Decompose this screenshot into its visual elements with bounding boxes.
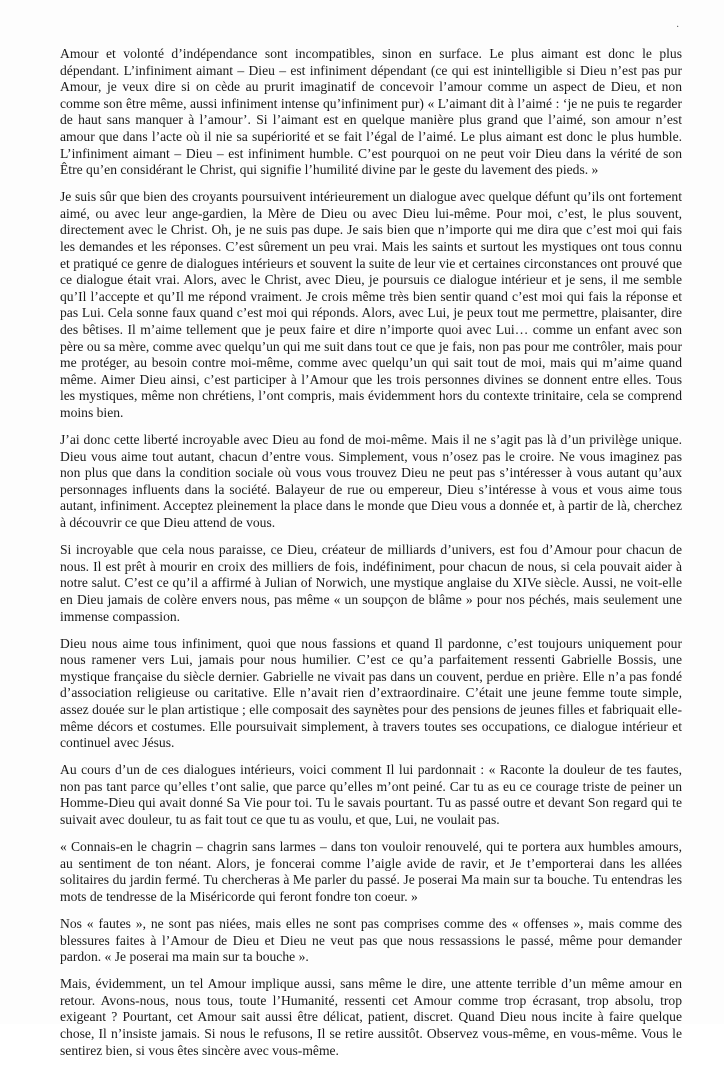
paragraph-8: Nos « fautes », ne sont pas niées, mais elles ne sont pas comprises comme des « offenses », mais comme des blessures faites à l’Amour de Dieu et Dieu ne veut pas que nous ressassions le passé, même pour demander pardon. « Je poserai ma main sur ta bouche ». — [60, 916, 682, 965]
paragraph-3: J’ai donc cette liberté incroyable avec Dieu au fond de moi-même. Mais il ne s’agit pas là d’un privilège unique. Dieu vous aime tout autant, chacun d’entre vous. Simplement, vous n’osez pas le croire. Ne vous imaginez pas non plus que dans la condition sociale où vous vous trouvez Dieu ne peut pas s’intéresser à vous autant qu’aux personnages influents dans la société. Balayeur de rue ou empereur, Dieu s’intéresse à vous et vous aime tous autant, infiniment. Acceptez pleinement la place dans le monde que Dieu vous a donnée et, à partir de là, cherchez à découvrir ce que Dieu attend de vous. — [60, 432, 682, 531]
paragraph-1: Amour et volonté d’indépendance sont incompatibles, sinon en surface. Le plus aimant est donc le plus dépendant. L’infiniment aimant – Dieu – est infiniment dépendant (ce qui est inintelligible si Dieu n’est pas pur Amour, je veux dire si on cède au prurit imaginatif de concevoir l’amour comme un aspect de Dieu, et non comme son être même, aussi infiniment intense qu’infiniment pur) « L’aimant dit à l’aimé : ‘je ne puis te regarder de haut sans manquer à l’amour’. Si l’aimant est en quelque manière plus grand que l’aimé, son amour n’est amour que dans l’acte où il nie sa supériorité et se fait l’égal de l’aimé. Le plus aimant est donc le plus humble. L’infiniment aimant – Dieu – est infiniment humble. C’est pourquoi on ne peut voir Dieu dans la vérité de son Être qu’en considérant le Christ, qui signifie l’humilité divine par le geste du lavement des pieds. » — [60, 46, 682, 178]
paragraph-2: Je suis sûr que bien des croyants poursuivent intérieurement un dialogue avec quelque défunt qu’ils ont fortement aimé, ou avec leur ange-gardien, la Mère de Dieu ou avec Dieu lui-même. Pour moi, c’est, le plus souvent, directement avec le Christ. Oh, je ne suis pas dupe. Je sais bien que n’importe qui me dira que c’est moi qui fais les demandes et les réponses. C’est sûrement un peu vrai. Mais les saints et surtout les mystiques ont tous connu et pratiqué ce genre de dialogues intérieurs et souvent la suite de leur vie et certaines circonstances ont prouvé que ce dialogue était vrai. Alors, avec le Christ, avec Dieu, je poursuis ce dialogue intérieur et je sens, il me semble qu’Il l’accepte et qu’Il me répond vraiment. Je crois même très bien sentir quand c’est moi qui fais la réponse et pas Lui. Cela sonne faux quand c’est moi qui réponds. Alors, avec Lui, je peux tout me permettre, plaisanter, dire des bêtises. Il m’aime tellement que je peux faire et dire n’importe quoi avec Lui… comme un enfant avec son père ou sa mère, comme avec quelqu’un qui me suit dans tout ce que je fais, non pas pour me contrôler, mais pour me protéger, au besoin contre moi-même, comme avec quelqu’un qui sait tout de moi, mais qui m’aime quand même. Aimer Dieu ainsi, c’est participer à l’Amour que les trois personnes divines se donnent entre elles. Tous les mystiques, même non chrétiens, l’ont compris, mais évidemment hors du contexte trinitaire, cela se comprend moins bien. — [60, 189, 682, 420]
body-text — [60, 46, 682, 1070]
paragraph-5: Dieu nous aime tous infiniment, quoi que nous fassions et quand Il pardonne, c’est toujours uniquement pour nous ramener vers Lui, jamais pour nous humilier. C’est ce qu’a parfaitement ressenti Gabrielle Bossis, une mystique française du siècle dernier. Gabrielle ne vivait pas dans un couvent, perdue en prière. Elle n’a pas fondé d’association religieuse ou caritative. Elle n’avait rien d’extraordinaire. C’était une jeune femme toute simple, assez douée sur le plan artistique ; elle composait des saynètes pour des pensions de jeunes filles et fabriquait elle-même décors et costumes. Elle poursuivait simplement, à travers toutes ses occupations, ce dialogue intérieur et continuel avec Jésus. — [60, 635, 682, 751]
corner-mark: · — [676, 22, 680, 33]
paragraph-7: « Connais-en le chagrin – chagrin sans larmes – dans ton vouloir renouvelé, qui te portera aux humbles amours, au sentiment de ton néant. Alors, je foncerai comme l’aigle avide de ravir, et Je t’emporterai dans les allées solitaires du jardin fermé. Tu chercheras à Me parler du passé. Je poserai Ma main sur ta bouche. Tu entendras les mots de tendresse de la Miséricorde qui feront fondre ton coeur. » — [60, 839, 682, 904]
paragraph-9: Mais, évidemment, un tel Amour implique aussi, sans même le dire, une attente terrible d’un même amour en retour. Avons-nous, nous tous, toute l’Humanité, ressenti cet Amour comme trop écrasant, trop absolu, trop exigeant ? Pourtant, cet Amour sait aussi être délicat, patient, discret. Quand Dieu nous incite à faire quelque chose, Il n’insiste jamais. Si nous le refusons, Il se retire aussitôt. Observez vous-même, en vous-même. Vous le sentirez bien, si vous êtes sincère avec vous-même. — [60, 976, 682, 1058]
paragraph-6: Au cours d’un de ces dialogues intérieurs, voici comment Il lui pardonnait : « Raconte la douleur de tes fautes, non pas tant parce qu’elles t’ont salie, que parce qu’elles m’ont peiné. Car tu as eu ce courage triste de peiner un Homme-Dieu qui avait donné Sa Vie pour toi. Tu le savais pourtant. Tu as passé outre et devant Son regard qui te suivait avec douleur, tu as fait tout ce que tu as voulu, et que, Lui, ne voulait pas. — [60, 762, 682, 828]
paragraph-4: Si incroyable que cela nous paraisse, ce Dieu, créateur de milliards d’univers, est fou d’Amour pour chacun de nous. Il est prêt à mourir en croix des milliers de fois, indéfiniment, pour chacun de nous, si cela pouvait aider à notre salut. C’est ce qu’il a affirmé à Julian of Norwich, une mystique anglaise du XIVe siècle. Aussi, ne voit-elle en Dieu jamais de colère envers nous, pas même « un soupçon de blâme » pour nos péchés, mais seulement une immense compassion. — [60, 542, 682, 624]
